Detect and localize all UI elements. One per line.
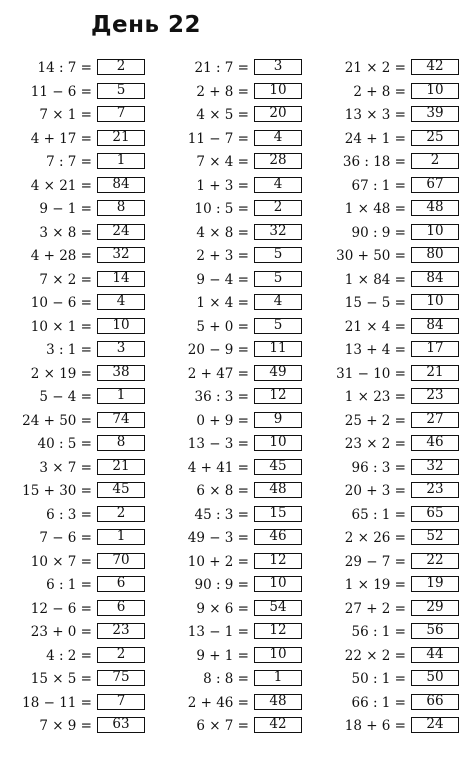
exercise-expression: 6 × 7 =: [196, 718, 249, 734]
exercise-row: [160, 457, 310, 481]
exercise-row: [318, 457, 468, 481]
exercise-expression: 14 : 7 =: [37, 60, 92, 76]
answer-box[interactable]: 67: [411, 177, 459, 193]
answer-box[interactable]: 23: [411, 482, 459, 498]
exercise-row: [0, 457, 150, 481]
answer-box[interactable]: 2: [97, 506, 145, 522]
answer-box[interactable]: 28: [254, 153, 302, 169]
exercise-row: [0, 151, 150, 175]
exercise-expression: 4 + 17 =: [30, 130, 92, 147]
exercise-row: [0, 386, 150, 410]
answer-box[interactable]: 8: [97, 435, 145, 451]
page-title: День 22: [91, 12, 202, 38]
answer-box[interactable]: 10: [411, 224, 459, 240]
exercise-row: [0, 480, 150, 504]
exercise-row: [318, 269, 468, 293]
answer-box[interactable]: 15: [254, 506, 302, 522]
answer-box[interactable]: 84: [411, 318, 459, 334]
exercise-row: [160, 104, 310, 128]
exercise-expression: 25 + 2 =: [344, 412, 406, 429]
exercise-row: [0, 433, 150, 457]
exercise-row: [318, 598, 468, 622]
exercise-expression: 29 − 7 =: [344, 553, 406, 570]
exercise-expression: 21 × 2 =: [344, 60, 406, 76]
answer-box[interactable]: 49: [254, 365, 302, 381]
answer-box[interactable]: 32: [97, 247, 145, 263]
exercise-expression: 4 × 8 =: [196, 224, 249, 241]
exercise-row: [318, 316, 468, 340]
answer-box[interactable]: 75: [97, 670, 145, 686]
answer-box[interactable]: 44: [411, 647, 459, 663]
exercise-row: [0, 715, 150, 739]
exercise-row: [0, 668, 150, 692]
answer-box[interactable]: 4: [254, 294, 302, 310]
exercise-row: [160, 598, 310, 622]
answer-box[interactable]: 5: [254, 271, 302, 287]
answer-box[interactable]: 46: [411, 435, 459, 451]
answer-box[interactable]: 12: [254, 623, 302, 639]
exercise-row: [318, 692, 468, 716]
exercise-expression: 49 − 3 =: [187, 530, 249, 546]
exercise-expression: 1 + 3 =: [196, 177, 249, 194]
exercise-expression: 40 : 5 =: [37, 436, 92, 452]
answer-box[interactable]: 17: [411, 341, 459, 357]
answer-box[interactable]: 7: [97, 694, 145, 710]
exercise-row: [160, 527, 310, 551]
answer-box[interactable]: 23: [411, 388, 459, 404]
answer-box[interactable]: 20: [254, 106, 302, 122]
exercise-column-3: [318, 57, 468, 739]
answer-box[interactable]: 80: [411, 247, 459, 263]
answer-box[interactable]: 6: [97, 600, 145, 616]
exercise-expression: 36 : 3 =: [194, 389, 249, 405]
exercise-row: [318, 81, 468, 105]
exercise-row: [318, 574, 468, 598]
exercise-row: [0, 621, 150, 645]
exercise-expression: 2 + 8 =: [353, 83, 406, 100]
answer-box[interactable]: 22: [411, 553, 459, 569]
exercise-row: [318, 292, 468, 316]
exercise-expression: 65 : 1 =: [351, 506, 406, 523]
exercise-expression: 5 − 4 =: [39, 389, 92, 405]
answer-box[interactable]: 9: [254, 412, 302, 428]
exercise-row: [160, 81, 310, 105]
answer-box[interactable]: 45: [97, 482, 145, 498]
exercise-expression: 23 + 0 =: [30, 624, 92, 640]
exercise-row: [160, 668, 310, 692]
exercise-expression: 1 × 19 =: [344, 577, 406, 593]
answer-box[interactable]: 48: [254, 694, 302, 710]
exercise-row: [0, 339, 150, 363]
exercise-expression: 9 × 6 =: [196, 600, 249, 617]
exercise-expression: 7 − 6 =: [39, 530, 92, 546]
exercise-expression: 7 : 7 =: [46, 154, 92, 170]
exercise-row: [318, 151, 468, 175]
exercise-row: [160, 175, 310, 199]
answer-box[interactable]: 48: [411, 200, 459, 216]
answer-box[interactable]: 1: [97, 529, 145, 545]
exercise-expression: 2 + 46 =: [187, 694, 249, 711]
exercise-row: [160, 269, 310, 293]
answer-box[interactable]: 4: [254, 177, 302, 193]
exercise-expression: 23 × 2 =: [344, 436, 406, 452]
exercise-row: [160, 504, 310, 528]
exercise-row: [160, 151, 310, 175]
exercise-expression: 18 + 6 =: [344, 718, 406, 734]
exercise-expression: 13 − 1 =: [187, 624, 249, 640]
exercise-row: [0, 104, 150, 128]
exercise-expression: 3 : 1 =: [46, 342, 92, 358]
answer-box[interactable]: 52: [411, 529, 459, 545]
exercise-row: [0, 198, 150, 222]
answer-box[interactable]: 8: [97, 200, 145, 216]
exercise-expression: 10 + 2 =: [187, 553, 249, 570]
exercise-expression: 6 × 8 =: [196, 483, 249, 499]
exercise-expression: 4 + 41 =: [187, 459, 249, 476]
exercise-row: [318, 104, 468, 128]
answer-box[interactable]: 4: [254, 130, 302, 146]
answer-box[interactable]: 29: [411, 600, 459, 616]
answer-box[interactable]: 38: [97, 365, 145, 381]
answer-box[interactable]: 46: [254, 529, 302, 545]
answer-box[interactable]: 24: [97, 224, 145, 240]
exercise-expression: 22 × 2 =: [344, 647, 406, 664]
exercise-expression: 2 × 19 =: [30, 365, 92, 382]
exercise-expression: 96 : 3 =: [351, 459, 406, 476]
answer-box[interactable]: 48: [254, 482, 302, 498]
answer-box[interactable]: 10: [97, 318, 145, 334]
exercise-expression: 21 : 7 =: [194, 60, 249, 76]
exercise-row: [160, 386, 310, 410]
exercise-expression: 5 + 0 =: [196, 318, 249, 335]
exercise-row: [0, 574, 150, 598]
exercise-row: [160, 715, 310, 739]
exercise-row: [318, 410, 468, 434]
answer-box[interactable]: 11: [254, 341, 302, 357]
answer-box[interactable]: 6: [97, 576, 145, 592]
answer-box[interactable]: 10: [254, 83, 302, 99]
answer-box[interactable]: 12: [254, 553, 302, 569]
answer-box[interactable]: 10: [411, 83, 459, 99]
answer-box[interactable]: 32: [411, 459, 459, 475]
exercise-row: [160, 316, 310, 340]
answer-box[interactable]: 14: [97, 271, 145, 287]
answer-box[interactable]: 2: [97, 647, 145, 663]
exercise-expression: 50 : 1 =: [351, 671, 406, 687]
exercise-expression: 45 : 3 =: [194, 506, 249, 523]
exercise-row: [160, 363, 310, 387]
exercise-row: [0, 363, 150, 387]
answer-box[interactable]: 4: [97, 294, 145, 310]
exercise-expression: 2 × 26 =: [344, 530, 406, 546]
exercise-row: [318, 715, 468, 739]
answer-box[interactable]: 12: [254, 388, 302, 404]
exercise-expression: 6 : 1 =: [46, 577, 92, 593]
answer-box[interactable]: 19: [411, 576, 459, 592]
exercise-row: [318, 339, 468, 363]
exercise-column-1: [0, 57, 150, 739]
exercise-row: [318, 480, 468, 504]
exercise-row: [0, 598, 150, 622]
exercise-expression: 11 − 6 =: [30, 83, 92, 100]
exercise-row: [0, 81, 150, 105]
answer-box[interactable]: 5: [97, 83, 145, 99]
exercise-expression: 20 + 3 =: [344, 483, 406, 499]
exercise-row: [160, 410, 310, 434]
exercise-row: [0, 527, 150, 551]
answer-box[interactable]: 65: [411, 506, 459, 522]
exercise-expression: 9 + 1 =: [196, 647, 249, 664]
answer-box[interactable]: 39: [411, 106, 459, 122]
exercise-row: [318, 504, 468, 528]
exercise-row: [160, 621, 310, 645]
exercise-row: [160, 128, 310, 152]
answer-box[interactable]: 27: [411, 412, 459, 428]
exercise-row: [318, 198, 468, 222]
answer-box[interactable]: 24: [411, 717, 459, 733]
exercise-row: [0, 245, 150, 269]
exercise-expression: 4 + 28 =: [30, 248, 92, 264]
answer-box[interactable]: 1: [254, 670, 302, 686]
exercise-row: [318, 175, 468, 199]
exercise-expression: 66 : 1 =: [351, 694, 406, 711]
exercise-expression: 36 : 18 =: [342, 154, 406, 170]
exercise-row: [0, 128, 150, 152]
exercise-expression: 10 : 5 =: [194, 201, 249, 217]
exercise-expression: 12 − 6 =: [30, 600, 92, 617]
exercise-row: [0, 316, 150, 340]
exercise-row: [0, 551, 150, 575]
exercise-expression: 90 : 9 =: [351, 224, 406, 241]
exercise-expression: 13 − 3 =: [187, 436, 249, 452]
exercise-expression: 90 : 9 =: [194, 577, 249, 593]
exercise-row: [160, 551, 310, 575]
answer-box[interactable]: 84: [411, 271, 459, 287]
exercise-expression: 2 + 3 =: [196, 248, 249, 264]
answer-box[interactable]: 54: [254, 600, 302, 616]
exercise-row: [318, 245, 468, 269]
answer-box[interactable]: 70: [97, 553, 145, 569]
answer-box[interactable]: 23: [97, 623, 145, 639]
answer-box[interactable]: 74: [97, 412, 145, 428]
exercise-expression: 11 − 7 =: [187, 130, 249, 147]
answer-box[interactable]: 42: [254, 717, 302, 733]
exercise-expression: 13 + 4 =: [344, 342, 406, 358]
answer-box[interactable]: 5: [254, 247, 302, 263]
answer-box[interactable]: 10: [254, 576, 302, 592]
exercise-row: [160, 292, 310, 316]
answer-box[interactable]: 21: [97, 459, 145, 475]
exercise-row: [160, 57, 310, 81]
exercise-row: [318, 621, 468, 645]
exercise-expression: 6 : 3 =: [46, 506, 92, 523]
exercise-expression: 24 + 50 =: [22, 412, 92, 429]
exercise-expression: 20 − 9 =: [187, 342, 249, 358]
exercise-expression: 15 + 30 =: [22, 483, 92, 499]
exercise-expression: 2 + 47 =: [187, 365, 249, 382]
exercise-expression: 1 × 48 =: [344, 201, 406, 217]
exercise-expression: 4 × 5 =: [196, 107, 249, 123]
answer-box[interactable]: 3: [97, 341, 145, 357]
answer-box[interactable]: 21: [97, 130, 145, 146]
exercise-row: [318, 551, 468, 575]
answer-box[interactable]: 10: [254, 647, 302, 663]
exercise-expression: 10 − 6 =: [30, 295, 92, 311]
exercise-expression: 8 : 8 =: [203, 671, 249, 687]
answer-box[interactable]: 1: [97, 388, 145, 404]
exercise-row: [160, 574, 310, 598]
answer-box[interactable]: 25: [411, 130, 459, 146]
exercise-expression: 7 × 1 =: [39, 107, 92, 123]
exercise-expression: 3 × 7 =: [39, 459, 92, 476]
exercise-row: [0, 269, 150, 293]
answer-box[interactable]: 45: [254, 459, 302, 475]
exercise-expression: 3 × 8 =: [39, 224, 92, 241]
exercise-expression: 7 × 4 =: [196, 154, 249, 170]
answer-box[interactable]: 10: [411, 294, 459, 310]
exercise-row: [318, 433, 468, 457]
exercise-row: [318, 527, 468, 551]
exercise-expression: 15 − 5 =: [344, 295, 406, 311]
answer-box[interactable]: 50: [411, 670, 459, 686]
exercise-row: [160, 480, 310, 504]
exercise-row: [0, 57, 150, 81]
exercise-row: [0, 645, 150, 669]
exercise-expression: 4 : 2 =: [46, 647, 92, 664]
answer-box[interactable]: 56: [411, 623, 459, 639]
exercise-expression: 10 × 1 =: [30, 318, 92, 335]
exercise-expression: 7 × 2 =: [39, 271, 92, 288]
exercise-expression: 24 + 1 =: [344, 130, 406, 147]
exercise-row: [318, 645, 468, 669]
exercise-expression: 0 + 9 =: [196, 412, 249, 429]
answer-box[interactable]: 2: [254, 200, 302, 216]
exercise-row: [160, 692, 310, 716]
answer-box[interactable]: 32: [254, 224, 302, 240]
answer-box[interactable]: 1: [97, 153, 145, 169]
exercise-row: [160, 198, 310, 222]
exercise-expression: 9 − 4 =: [196, 271, 249, 288]
exercise-row: [160, 339, 310, 363]
answer-box[interactable]: 63: [97, 717, 145, 733]
exercise-row: [318, 386, 468, 410]
answer-box[interactable]: 3: [254, 59, 302, 75]
exercise-expression: 4 × 21 =: [30, 177, 92, 194]
exercise-expression: 1 × 23 =: [344, 389, 406, 405]
exercise-row: [0, 292, 150, 316]
exercise-row: [0, 692, 150, 716]
answer-box[interactable]: 66: [411, 694, 459, 710]
exercise-column-2: [160, 57, 310, 739]
answer-box[interactable]: 2: [411, 153, 459, 169]
answer-box[interactable]: 84: [97, 177, 145, 193]
exercise-row: [0, 175, 150, 199]
exercise-expression: 1 × 4 =: [196, 295, 249, 311]
exercise-row: [318, 128, 468, 152]
exercise-row: [160, 222, 310, 246]
exercise-expression: 13 × 3 =: [344, 107, 406, 123]
exercise-expression: 31 − 10 =: [336, 365, 406, 382]
exercise-expression: 27 + 2 =: [344, 600, 406, 617]
exercise-expression: 9 − 1 =: [39, 201, 92, 217]
exercise-expression: 56 : 1 =: [351, 624, 406, 640]
exercise-row: [318, 668, 468, 692]
exercise-row: [0, 410, 150, 434]
exercise-expression: 18 − 11 =: [22, 694, 92, 711]
exercise-row: [318, 57, 468, 81]
answer-box[interactable]: 21: [411, 365, 459, 381]
answer-box[interactable]: 7: [97, 106, 145, 122]
answer-box[interactable]: 2: [97, 59, 145, 75]
exercise-expression: 1 × 84 =: [344, 271, 406, 288]
answer-box[interactable]: 5: [254, 318, 302, 334]
exercise-expression: 7 × 9 =: [39, 718, 92, 734]
exercise-expression: 67 : 1 =: [351, 177, 406, 194]
exercise-expression: 30 + 50 =: [336, 248, 406, 264]
exercise-row: [0, 504, 150, 528]
exercise-expression: 21 × 4 =: [344, 318, 406, 335]
exercise-row: [0, 222, 150, 246]
exercise-row: [160, 433, 310, 457]
exercise-row: [160, 645, 310, 669]
exercise-row: [160, 245, 310, 269]
exercise-expression: 15 × 5 =: [30, 671, 92, 687]
exercise-expression: 10 × 7 =: [30, 553, 92, 570]
exercise-expression: 2 + 8 =: [196, 83, 249, 100]
exercise-row: [318, 222, 468, 246]
answer-box[interactable]: 10: [254, 435, 302, 451]
answer-box[interactable]: 42: [411, 59, 459, 75]
exercise-row: [318, 363, 468, 387]
